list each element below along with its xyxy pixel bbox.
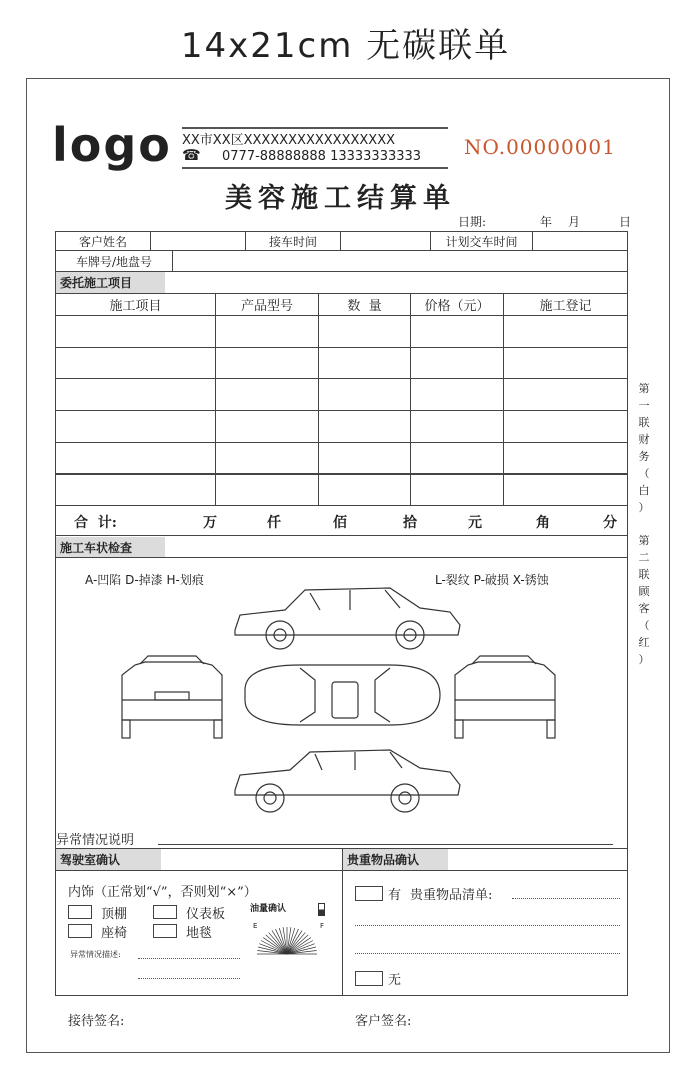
- col-header: 价格（元）: [410, 293, 504, 316]
- work-table-cell[interactable]: [503, 347, 628, 380]
- work-table-cell[interactable]: [318, 474, 411, 507]
- work-table-cell[interactable]: [410, 442, 504, 475]
- abnormal-desc-line[interactable]: [138, 978, 240, 979]
- checkbox-seat[interactable]: [68, 924, 92, 938]
- work-table-cell[interactable]: [215, 347, 319, 380]
- divider: [182, 167, 448, 169]
- work-table-cell[interactable]: [55, 410, 216, 443]
- work-table-cell[interactable]: [503, 474, 628, 507]
- planned-delivery-field[interactable]: [532, 231, 628, 251]
- valuables-line[interactable]: [355, 925, 620, 926]
- checkbox-dashboard[interactable]: [153, 905, 177, 919]
- copy-label-customer: 第 二 联 顾 客 （ 红 ）: [638, 534, 650, 666]
- logo: logo: [52, 118, 172, 172]
- col-header: 数 量: [318, 293, 411, 316]
- copy-label-finance: 第 一 联 财 务 （ 白 ）: [638, 382, 650, 514]
- fuel-pump-icon: [318, 903, 325, 916]
- car-diagram[interactable]: [100, 580, 560, 825]
- valuables-line[interactable]: [355, 953, 620, 954]
- work-table-cell[interactable]: [215, 378, 319, 411]
- abnormal-input-line[interactable]: [158, 844, 613, 845]
- abnormal-label: 异常情况说明: [56, 833, 135, 848]
- dashboard-label: 仪表板: [186, 907, 226, 922]
- legend-left: A-凹陷 D-掉漆 H-划痕: [85, 573, 204, 587]
- work-table-cell[interactable]: [55, 378, 216, 411]
- checkbox-ceiling[interactable]: [68, 905, 92, 919]
- divider: [342, 848, 343, 996]
- car-front-icon: [122, 656, 222, 738]
- work-table-cell[interactable]: [410, 378, 504, 411]
- pickup-time-label: 接车时间: [245, 231, 341, 251]
- date-label: 日期:: [458, 215, 487, 229]
- work-table-cell[interactable]: [503, 410, 628, 443]
- reception-signature[interactable]: 接待签名:: [68, 1014, 125, 1029]
- date-month: 月: [568, 215, 581, 229]
- col-header: 施工项目: [55, 293, 216, 316]
- col-header: 产品型号: [215, 293, 319, 316]
- unit-shi: 拾: [403, 515, 417, 531]
- work-section-header: 委托施工项目: [56, 272, 165, 293]
- unit-wan: 万: [203, 515, 217, 531]
- work-table-cell[interactable]: [215, 410, 319, 443]
- work-table-cell[interactable]: [410, 347, 504, 380]
- page-title: 14x21cm 无碳联单: [180, 26, 511, 66]
- phone: 0777-88888888 13333333333: [222, 149, 422, 164]
- customer-name-label: 客户姓名: [55, 231, 151, 251]
- work-table-cell[interactable]: [503, 442, 628, 475]
- fuel-gauge-icon[interactable]: [255, 916, 319, 956]
- unit-fen: 分: [603, 515, 617, 531]
- work-table-cell[interactable]: [410, 410, 504, 443]
- unit-qian: 仟: [267, 515, 281, 531]
- carpet-label: 地毯: [186, 926, 213, 941]
- work-table-cell[interactable]: [318, 442, 411, 475]
- serial-number: NO.00000001: [464, 135, 616, 159]
- inspection-header: 施工车状检查: [56, 537, 165, 557]
- seat-label: 座椅: [101, 926, 128, 941]
- car-side-bottom-icon: [235, 750, 460, 812]
- ceiling-label: 顶棚: [101, 907, 128, 922]
- work-table-cell[interactable]: [215, 315, 319, 348]
- customer-name-field[interactable]: [150, 231, 246, 251]
- work-table-cell[interactable]: [318, 378, 411, 411]
- work-table-cell[interactable]: [55, 347, 216, 380]
- work-table-cell[interactable]: [55, 474, 216, 507]
- work-table-cell[interactable]: [55, 442, 216, 475]
- work-table-cell[interactable]: [215, 474, 319, 507]
- fuel-label: 油量确认: [250, 904, 287, 914]
- date-day: 日: [619, 215, 632, 229]
- customer-signature[interactable]: 客户签名:: [355, 1014, 412, 1029]
- car-rear-icon: [455, 656, 555, 738]
- address: XX市XX区XXXXXXXXXXXXXXXXX: [182, 133, 396, 148]
- work-table-cell[interactable]: [318, 315, 411, 348]
- checkbox-has-valuables[interactable]: [355, 886, 383, 901]
- work-table-cell[interactable]: [410, 315, 504, 348]
- interior-label: 内饰（正常划“√”，否则划“×”）: [68, 885, 257, 900]
- pickup-time-field[interactable]: [340, 231, 431, 251]
- unit-yuan: 元: [468, 515, 482, 531]
- unit-bai: 佰: [333, 515, 347, 531]
- valuables-header: 贵重物品确认: [343, 849, 448, 870]
- checkbox-no-valuables[interactable]: [355, 971, 383, 986]
- car-top-icon: [245, 665, 440, 725]
- unit-jiao: 角: [536, 515, 550, 531]
- divider: [55, 557, 628, 558]
- work-table-cell[interactable]: [318, 410, 411, 443]
- work-table-cell[interactable]: [215, 442, 319, 475]
- checkbox-carpet[interactable]: [153, 924, 177, 938]
- planned-delivery-label: 计划交车时间: [430, 231, 533, 251]
- plate-field[interactable]: [172, 250, 628, 272]
- work-table-cell[interactable]: [503, 315, 628, 348]
- work-table-cell[interactable]: [410, 474, 504, 507]
- abnormal-desc-label: 异常情况描述:: [70, 950, 121, 959]
- work-table-cell[interactable]: [55, 315, 216, 348]
- cabin-header: 驾驶室确认: [56, 849, 161, 870]
- total-label: 合 计:: [74, 515, 117, 531]
- car-side-top-icon: [235, 588, 460, 649]
- fuel-f: F: [320, 922, 325, 930]
- form-title: 美容施工结算单: [225, 183, 456, 214]
- date-year: 年: [540, 215, 553, 229]
- valuables-line[interactable]: [512, 898, 620, 899]
- work-table-cell[interactable]: [318, 347, 411, 380]
- phone-icon: ☎: [182, 146, 201, 164]
- valuables-list-label: 贵重物品清单:: [410, 888, 493, 903]
- col-header: 施工登记: [503, 293, 628, 316]
- fuel-e: E: [253, 922, 258, 930]
- legend-right: L-裂纹 P-破损 X-锈蚀: [435, 573, 549, 587]
- abnormal-desc-line[interactable]: [138, 958, 240, 959]
- has-label: 有: [388, 888, 402, 903]
- plate-label: 车牌号/地盘号: [55, 250, 173, 272]
- none-label: 无: [388, 973, 402, 988]
- work-table-cell[interactable]: [503, 378, 628, 411]
